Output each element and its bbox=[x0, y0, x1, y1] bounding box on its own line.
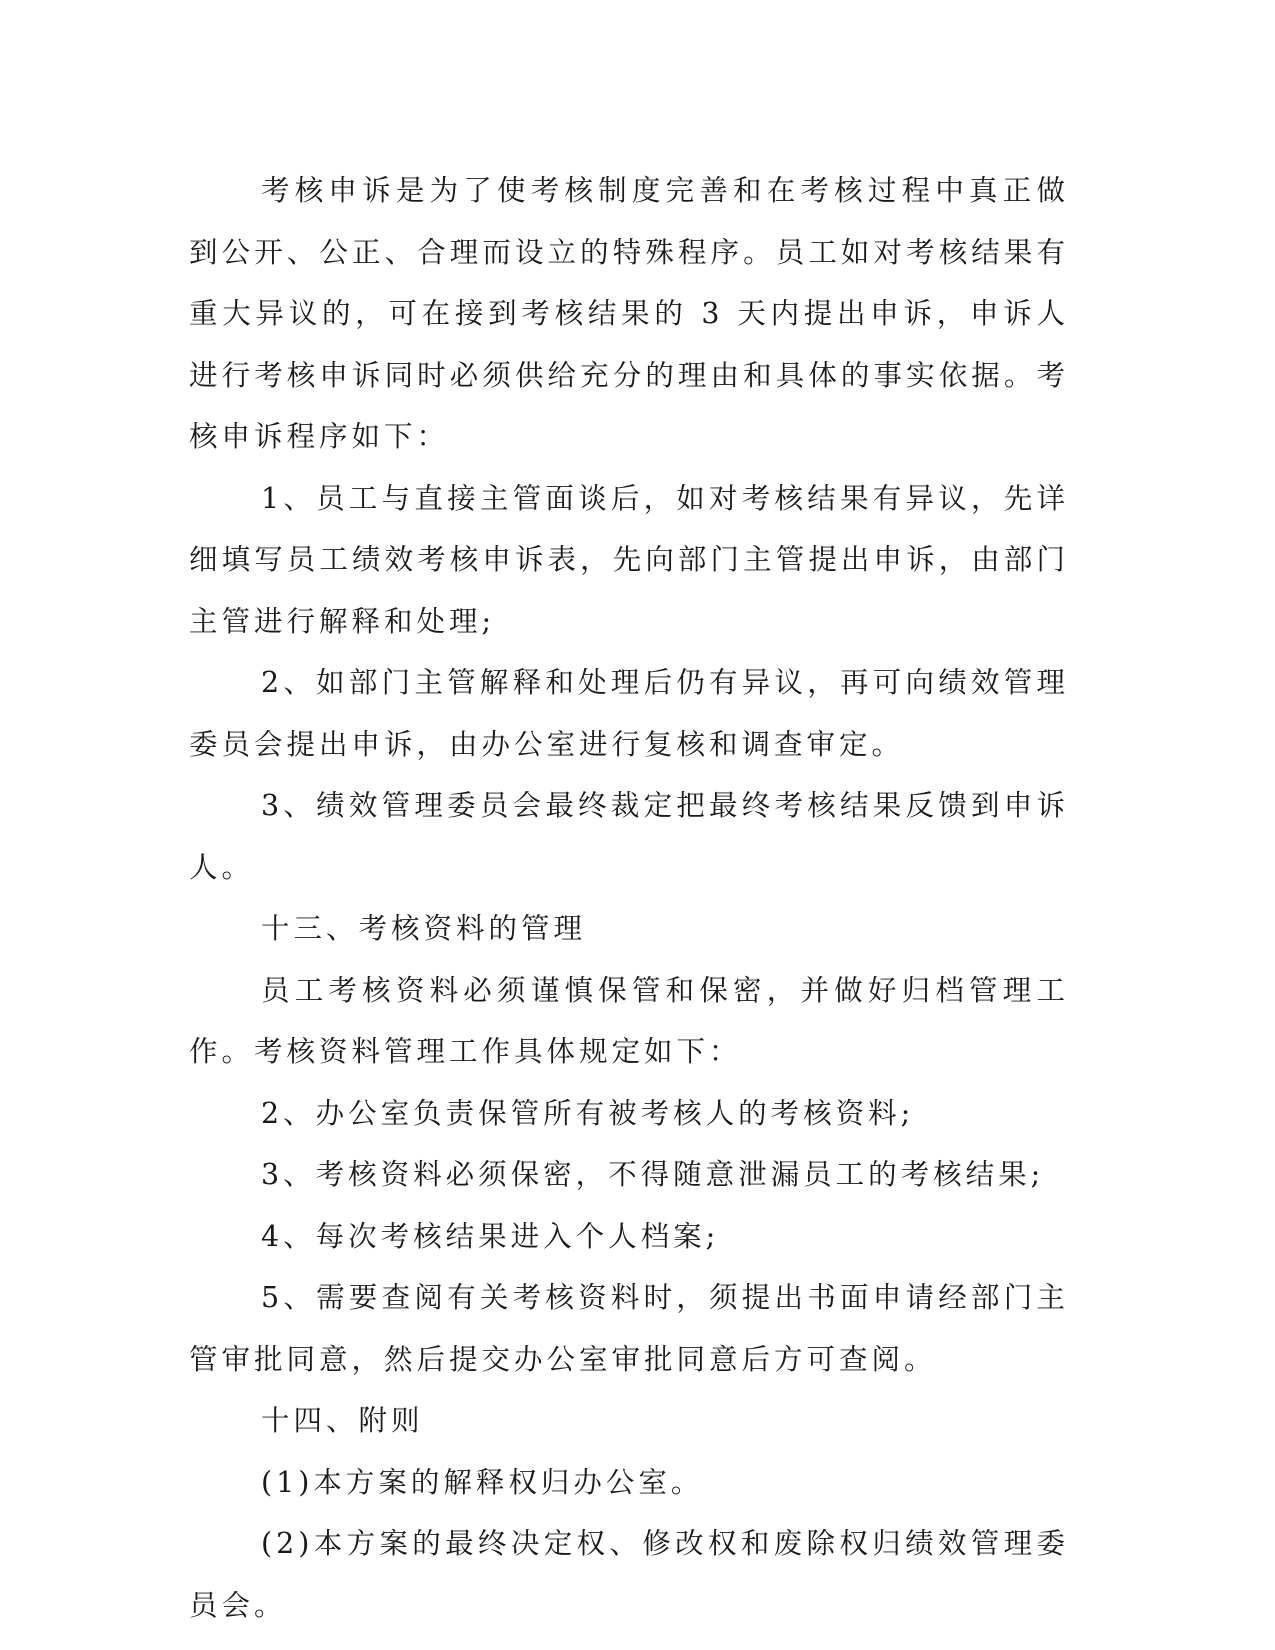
paragraph-appendix-1: (1)本方案的解释权归办公室。 bbox=[261, 1465, 704, 1499]
paragraph-records-rule-3: 3、考核资料必须保密，不得随意泄漏员工的考核结果; bbox=[261, 1158, 1045, 1191]
paragraph-appeal-step-3: 3、绩效管理委员会最终裁定把最终考核结果反馈到申诉人。 bbox=[189, 789, 1069, 884]
document-body bbox=[189, 160, 1069, 1636]
paragraph-records-intro: 员工考核资料必须谨慎保管和保密，并做好归档管理工作。考核资料管理工作具体规定如下： bbox=[189, 973, 1069, 1068]
paragraph-appeal-intro: 考核申诉是为了使考核制度完善和在考核过程中真正做到公开、公正、合理而设立的特殊程序。员工如对考核结果有重大异议的，可在接到考核结果的 3 天内提出申诉，申诉人进行考核申诉同时必须供给充分的理由和具体的事实依据。考核申诉程序如下： bbox=[189, 174, 1069, 453]
paragraph-appendix-2: (2)本方案的最终决定权、修改权和废除权归绩效管理委员会。 bbox=[189, 1527, 1069, 1622]
section-heading-14: 十四、附则 bbox=[261, 1404, 424, 1437]
paragraph-records-rule-4: 4、每次考核结果进入个人档案; bbox=[261, 1219, 720, 1253]
paragraph-records-rule-5: 5、需要查阅有关考核资料时，须提出书面申请经部门主管审批同意，然后提交办公室审批同意后方可查阅。 bbox=[189, 1281, 1069, 1376]
paragraph-records-rule-2: 2、办公室负责保管所有被考核人的考核资料; bbox=[261, 1096, 915, 1130]
section-heading-13: 十三、考核资料的管理 bbox=[261, 912, 587, 945]
paragraph-appeal-step-2: 2、如部门主管解释和处理后仍有异议，再可向绩效管理委员会提出申诉，由办公室进行复核和调查审定。 bbox=[189, 666, 1069, 761]
paragraph-appeal-step-1: 1、员工与直接主管面谈后，如对考核结果有异议，先详细填写员工绩效考核申诉表，先向部门主管提出申诉，由部门主管进行解释和处理; bbox=[189, 481, 1069, 638]
